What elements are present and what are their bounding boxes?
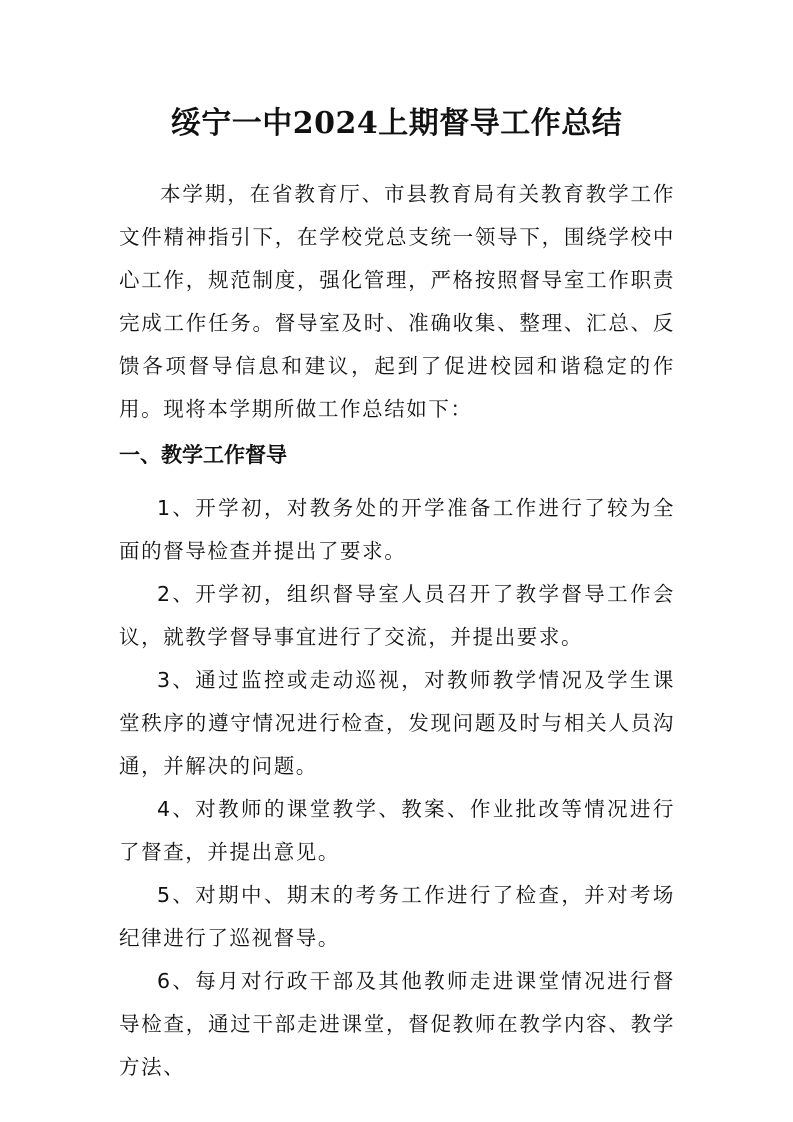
intro-paragraph: 本学期，在省教育厅、市县教育局有关教育教学工作文件精神指引下，在学校党总支统一领导下，围绕学校中心工作，规范制度，强化管理，严格按照督导室工作职责完成工作任务。督导室及时、准确收集、整理、汇总、反馈各项督导信息和建议，起到了促进校园和谐稳定的作用。现将本学期所做工作总结如下： bbox=[119, 182, 675, 421]
section-heading: 一、教学工作督导 bbox=[119, 443, 287, 467]
list-item: 4、对教师的课堂教学、教案、作业批改等情况进行了督查，并提出意见。 bbox=[119, 797, 675, 864]
section-item-list bbox=[119, 487, 675, 1089]
list-item: 5、对期中、期末的考务工作进行了检查，并对考场纪律进行了巡视督导。 bbox=[119, 883, 675, 950]
document-title: 绥宁一中2024上期督导工作总结 bbox=[170, 106, 623, 141]
list-item: 1、开学初，对教务处的开学准备工作进行了较为全面的督导检查并提出了要求。 bbox=[119, 496, 675, 563]
list-item: 2、开学初，组织督导室人员召开了教学督导工作会议，就教学督导事宜进行了交流，并提出要求。 bbox=[119, 582, 675, 649]
list-item: 3、通过监控或走动巡视，对教师教学情况及学生课堂秩序的遵守情况进行检查，发现问题及时与相关人员沟通，并解决的问题。 bbox=[119, 668, 675, 778]
list-item: 6、每月对行政干部及其他教师走进课堂情况进行督导检查，通过干部走进课堂，督促教师在教学内容、教学方法、 bbox=[119, 969, 675, 1079]
